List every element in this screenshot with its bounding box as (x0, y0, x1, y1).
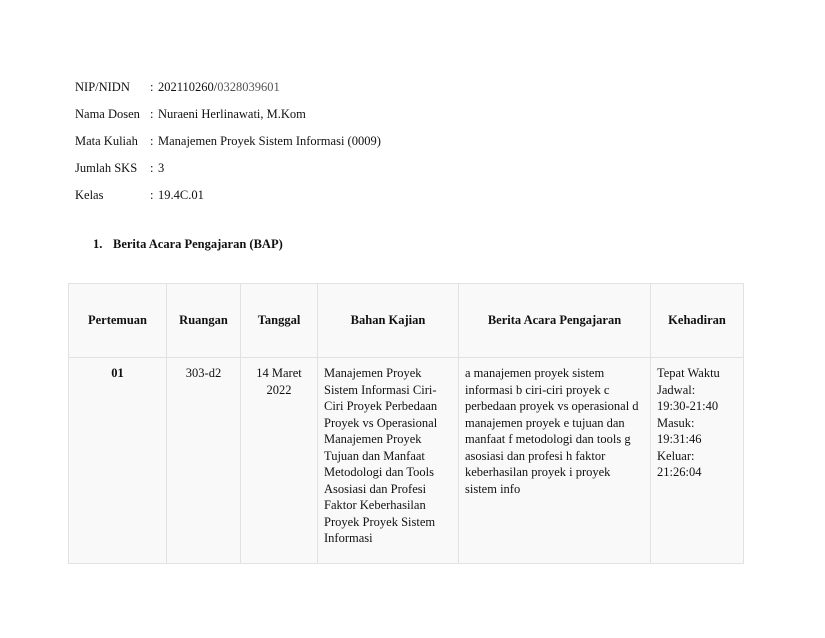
kehadiran-jadwal: 19:30-21:40 (657, 399, 719, 413)
table-row (69, 358, 744, 564)
cell-bahan-kajian: Manajemen Proyek Sistem Informasi Ciri-Ciri Proyek Perbedaan Proyek vs Operasional Manajemen Proyek Tujuan dan Manfaat Metodologi dan Tools Asosiasi dan Profesi Faktor Keberhasilan Proyek Proyek Sistem Informasi (318, 358, 459, 564)
dosen-separator: : (150, 107, 154, 121)
kelas-label: Kelas (75, 188, 104, 202)
kelas-row (75, 182, 381, 209)
section-title-text: Berita Acara Pengajaran (BAP) (113, 237, 283, 251)
nip-label: NIP/NIDN (75, 80, 130, 94)
nip-value (158, 80, 280, 95)
kehadiran-jadwal-label: Jadwal: (657, 382, 696, 397)
header-bahan-kajian: Bahan Kajian (318, 284, 459, 358)
kehadiran-status: Tepat Waktu (657, 366, 720, 380)
nip-separator: : (150, 80, 154, 94)
kehadiran-keluar: 21:26:04 (657, 465, 702, 479)
lecturer-info (75, 74, 381, 209)
dosen-value: Nuraeni Herlinawati, M.Kom (158, 107, 306, 121)
nidn-value: 0328039601 (217, 80, 280, 94)
section-heading (93, 237, 283, 252)
table-header-row (69, 284, 744, 358)
header-pertemuan: Pertemuan (69, 284, 167, 358)
cell-kehadiran (651, 358, 744, 564)
nip-row (75, 74, 381, 101)
section-number: 1. (93, 237, 103, 251)
header-tanggal: Tanggal (241, 284, 318, 358)
nip-value-main: 202110260/ (158, 80, 218, 94)
matkul-value: Manajemen Proyek Sistem Informasi (0009) (158, 134, 381, 148)
kehadiran-masuk-label: Masuk: (657, 415, 695, 430)
dosen-label: Nama Dosen (75, 107, 140, 121)
cell-tanggal: 14 Maret 2022 (241, 358, 318, 564)
cell-pertemuan: 01 (69, 358, 167, 564)
sks-value: 3 (158, 161, 165, 175)
cell-ruangan: 303-d2 (167, 358, 241, 564)
matkul-row (75, 128, 381, 155)
kelas-value: 19.4C.01 (158, 188, 204, 202)
sks-label: Jumlah SKS (75, 161, 138, 175)
dosen-row (75, 101, 381, 128)
kehadiran-masuk: 19:31:46 (657, 432, 702, 446)
sks-row (75, 155, 381, 182)
matkul-label: Mata Kuliah (75, 134, 138, 148)
bap-table (68, 283, 744, 564)
sks-separator: : (150, 161, 154, 175)
matkul-separator: : (150, 134, 154, 148)
kelas-separator: : (150, 188, 154, 202)
header-kehadiran: Kehadiran (651, 284, 744, 358)
cell-berita-acara: a manajemen proyek sistem informasi b ciri-ciri proyek c perbedaan proyek vs operasional d manajemen proyek e tujuan dan manfaat f metodologi dan tools g asosiasi dan profesi h faktor keberhasilan proyek i proyek sistem info (459, 358, 651, 564)
header-berita-acara: Berita Acara Pengajaran (459, 284, 651, 358)
header-ruangan: Ruangan (167, 284, 241, 358)
kehadiran-keluar-label: Keluar: (657, 448, 695, 463)
